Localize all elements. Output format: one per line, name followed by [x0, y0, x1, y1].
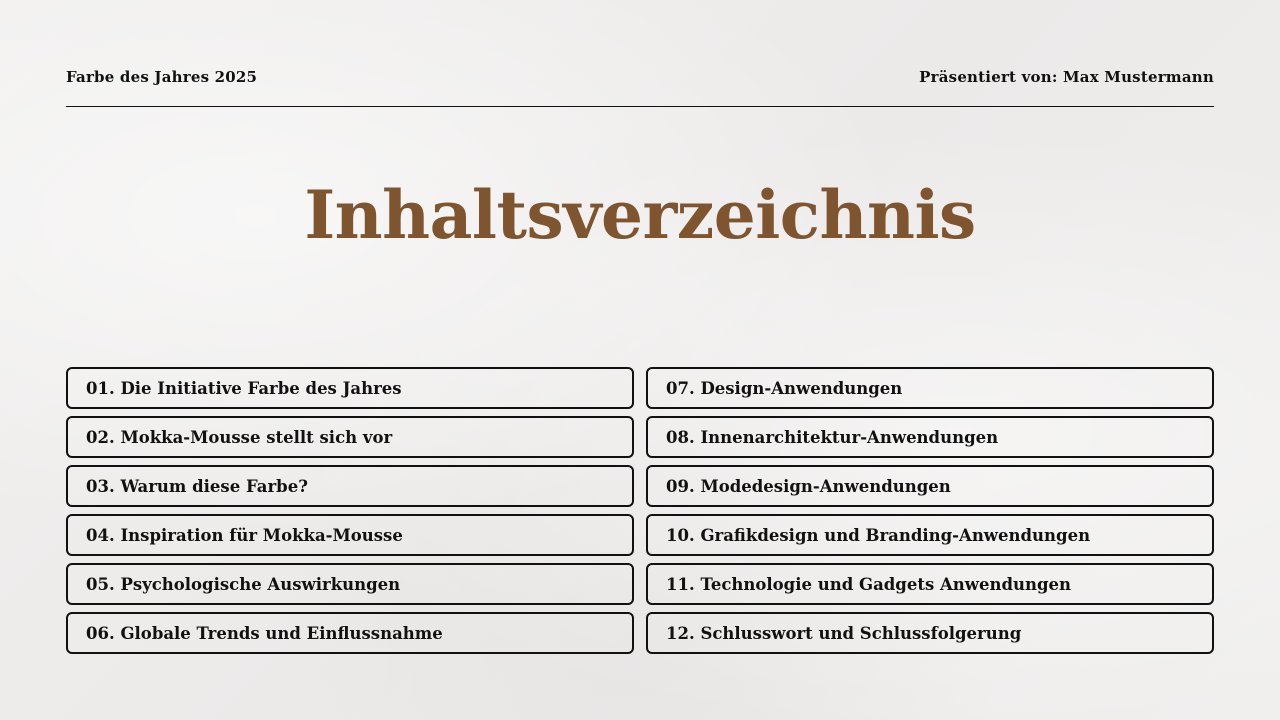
toc-item-04: 04. Inspiration für Mokka-Mousse: [66, 514, 634, 556]
toc-item-09: 09. Modedesign-Anwendungen: [646, 465, 1214, 507]
toc-item-12: 12. Schlusswort und Schlussfolgerung: [646, 612, 1214, 654]
presenter-name: Präsentiert von: Max Mustermann: [919, 68, 1214, 86]
toc-item-03: 03. Warum diese Farbe?: [66, 465, 634, 507]
toc-item-10: 10. Grafikdesign und Branding-Anwendungen: [646, 514, 1214, 556]
toc-item-02: 02. Mokka-Mousse stellt sich vor: [66, 416, 634, 458]
toc-item-11: 11. Technologie und Gadgets Anwendungen: [646, 563, 1214, 605]
header: [66, 66, 1214, 90]
toc-item-07: 07. Design-Anwendungen: [646, 367, 1214, 409]
toc-item-06: 06. Globale Trends und Einflussnahme: [66, 612, 634, 654]
table-of-contents: [66, 367, 1214, 654]
toc-item-05: 05. Psychologische Auswirkungen: [66, 563, 634, 605]
toc-item-08: 08. Innenarchitektur-Anwendungen: [646, 416, 1214, 458]
toc-item-01: 01. Die Initiative Farbe des Jahres: [66, 367, 634, 409]
page-title: Inhaltsverzeichnis: [304, 176, 976, 254]
presentation-topic: Farbe des Jahres 2025: [66, 68, 258, 86]
header-divider: [66, 106, 1214, 107]
